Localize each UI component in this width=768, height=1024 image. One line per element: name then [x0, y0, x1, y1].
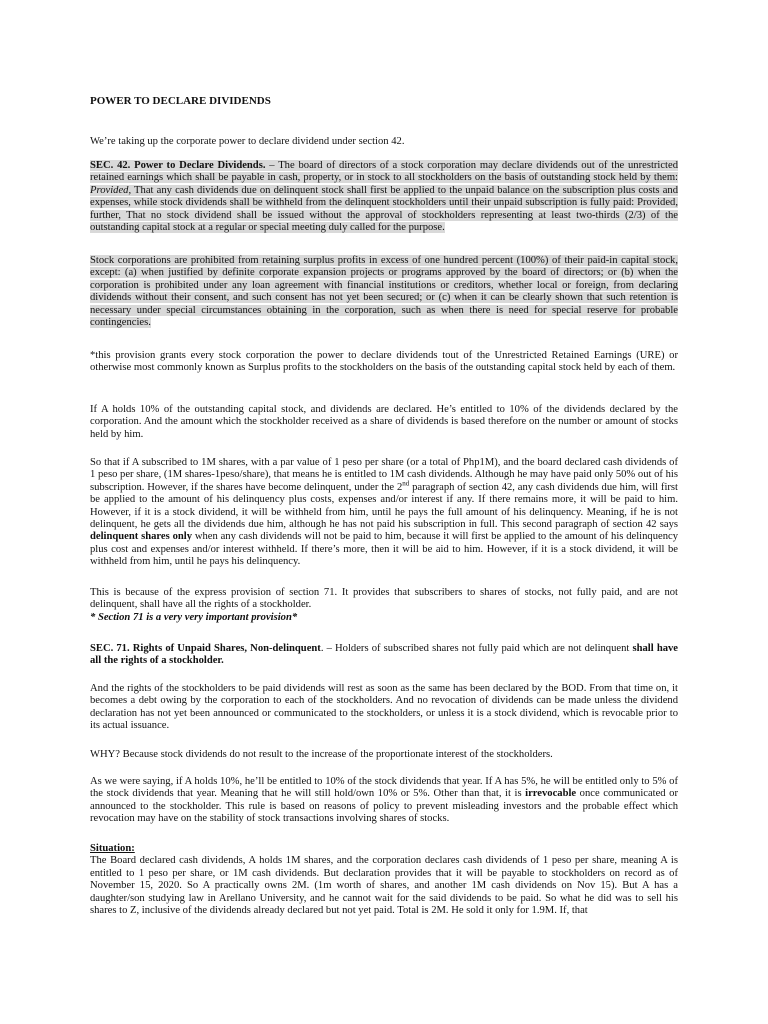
situation-paragraph [90, 843, 678, 917]
note-paragraph: *this provision grants every stock corporation the power to declare dividends tout of the Unrestricted Retained Earnings (URE) or otherwise most commonly known as Surplus profits to the stockholders on the basis of the outstanding capital stock held by each of them. [90, 350, 678, 374]
intro-paragraph: We’re taking up the corporate power to declare dividend under section 42. [90, 136, 405, 147]
why-paragraph: WHY? Because stock dividends do not result to the increase of the proportionate interest of the stockholders. [90, 749, 553, 760]
sec42-paragraph [90, 160, 678, 234]
sec42-paragraph-2 [90, 255, 678, 329]
because-paragraph [90, 587, 678, 624]
so-that-text-b: paragraph of section 42, any cash dividends due him, will first be applied to the amount of his delinquency plus costs, expenses and/or interest if any. If there remains more, it will be paid to him. However, if it is a stock dividend, it will be withheld from him, until he pays the full amount of his delinquency. Meaning, if he is not delinquent, he gets all the dividends due him, although he has not paid his subscription in full. This second paragraph of section 42 says [90, 481, 678, 531]
sec42-p2-text: Stock corporations are prohibited from retaining surplus profits in excess of one hundred percent (100%) of their paid-in capital stock, except: (a) when justified by definite corporate expansion projects or programs approved by the board of directors; or (b) when the corporation is prohibited under any loan agreement with financial institutions or creditors, whether local or foreign, from declaring dividends without their consent, and such consent has not yet been secured; or (c) when it can be clearly shown that such retention is necessary under special circumstances obtaining in the corporation, such as when there is need for special reserve for probable contingencies. [90, 255, 678, 329]
so-that-paragraph [90, 457, 678, 569]
irrevocable-bold: irrevocable [525, 788, 577, 800]
sec71-bold-end: shall have all the rights of a stockholder. [90, 643, 679, 667]
sec71-text: . – Holders of subscribed shares not fully paid which are not delinquent [320, 643, 633, 654]
sec71-heading: SEC. 71. Rights of Unpaid Shares, Non-delinquent [90, 643, 321, 654]
sec42-provided: Provided, [90, 184, 132, 196]
sec42-heading: SEC. 42. Power to Declare Dividends. [90, 160, 266, 171]
document-title: POWER TO DECLARE DIVIDENDS [90, 95, 271, 107]
sec42-text-a: – The board of directors of a stock corporation may declare dividends out of the unrestricted retained earnings which shall be payable in cash, property, or in stock to all stockholders on the basis of outstanding stock held by them: [90, 160, 679, 184]
as-we-text-a: As we were saying, if A holds 10%, he’ll be entitled to 10% of the stock dividends that year. If A has 5%, he will be entitled only to 5% of the stock dividends that year. Meaning that he will still hold/own 10% or 5%. Other than that, it is [90, 776, 678, 800]
so-that-text-c: when any cash dividends will not be paid to him, because it will first be applied to the amount of his delinquency plus cost and expenses and/or interest withheld. If there’s more, then it will be aid to him. However, if it is a stock dividend, it will be withheld from him, until he pays his delinquency. [90, 531, 678, 568]
as-we-paragraph [90, 776, 678, 826]
situation-text: The Board declared cash dividends, A holds 1M shares, and the corporation declares cash dividends of 1 peso per share, meaning A is entitled to 1 peso per share, or 1M cash dividends. But declaration provides that it will be payable to stockholders on record as of November 15, 2020. So A practically owns 2M. (1m worth of shares, and another 1M cash dividends on Nov 15). But A has a daughter/son studying law in Arellano University, and he cannot wait for the said dividends to be paid. So what he did was to sell his shares to Z, inclusive of the dividends already declared but not yet paid. Total is 2M. He sold it only for 1.9M. If, that [90, 855, 678, 917]
situation-heading: Situation: [90, 843, 135, 854]
sec71-paragraph [90, 643, 678, 668]
so-that-text-a: So that if A subscribed to 1M shares, with a par value of 1 peso per share (or a total of Php1M), and the board declared cash dividends of 1 peso per share, (1M shares-1peso/share), that means he is entitled to 1M cash dividends. Although he may have paid only 50% out of his subscription. However, if the shares have become delinquent, under the 2 [90, 457, 678, 493]
because-text: This is because of the express provision of section 71. It provides that subscribers to shares of stocks, not fully paid, and are not delinquent, shall have all the rights of a stockholder. [90, 587, 678, 611]
rights-paragraph: And the rights of the stockholders to be paid dividends will rest as soon as the same has been declared by the BOD. From that time on, it becomes a debt owing by the corporation to each of the stockholders. And no revocation of dividends can be made unless the dividend declaration has not yet been announced or communicated to the stockholders, or unless it is a stock dividend, which is revocable prior to its actual issuance. [90, 683, 678, 732]
if-a-holds-paragraph: If A holds 10% of the outstanding capital stock, and dividends are declared. He’s entitled to 10% of the dividends declared by the corporation. And the amount which the stockholder received as a share of dividends is based therefore on the number or amount of stocks held by him. [90, 404, 678, 440]
sec42-text-b: That any cash dividends due on delinquent stock shall first be applied to the unpaid balance on the subscription plus costs and expenses, while stock dividends shall be withheld from the delinquent stockholders until their unpaid subscription is fully paid: Provided, further, That no stock dividend shall be issued without the approval of stockholders representing at least two-thirds (2/3) of the outstanding capital stock at a regular or special meeting duly called for the purpose. [90, 184, 678, 234]
so-that-sup: nd [402, 479, 410, 488]
important-provision-note: * Section 71 is a very very important provision* [90, 611, 298, 623]
delinquent-shares-bold: delinquent shares only [90, 531, 192, 543]
as-we-text-b: once communicated or announced to the stockholder. This rule is based on reasons of policy to prevent misleading investors and the probable effect which revocation may have on the stability of stock transactions involving shares of stocks. [90, 788, 678, 825]
